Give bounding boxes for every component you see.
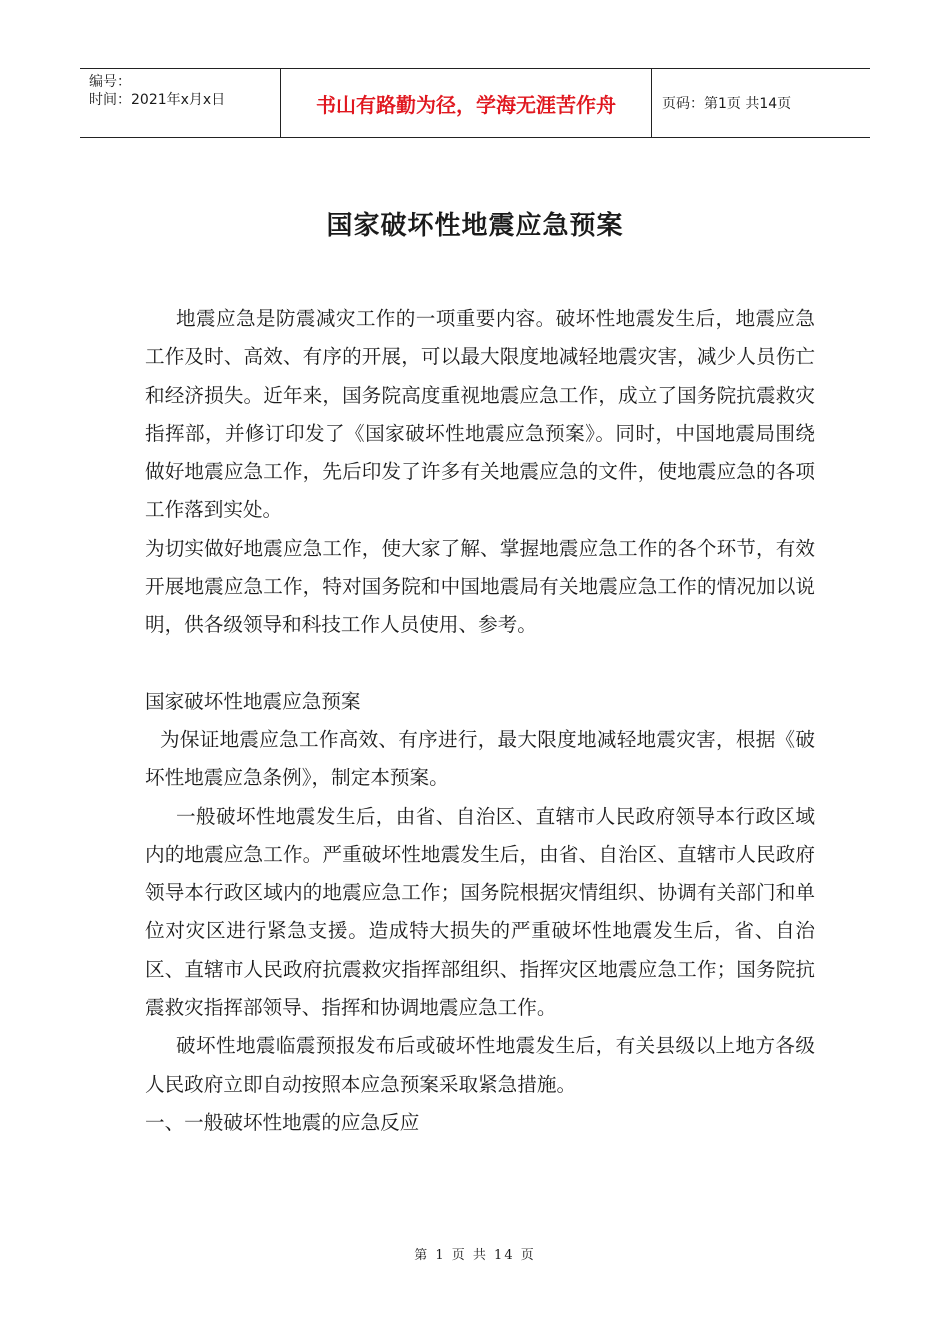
paragraph-basis: 为保证地震应急工作高效、有序进行，最大限度地减轻地震灾害，根据《破坏性地震应急条例》，制定本预案。 xyxy=(145,727,815,790)
document-body xyxy=(145,300,815,1142)
page-footer: 第 1 页 共 14 页 xyxy=(414,1248,536,1263)
section-heading: 国家破坏性地震应急预案 xyxy=(145,689,361,713)
header-page-info: 页码：第1页 共14页 xyxy=(662,96,792,112)
header-motto: 书山有路勤为径，学海无涯苦作舟 xyxy=(281,69,652,137)
document-number-label: 编号： xyxy=(89,74,131,90)
subsection-heading: 一、一般破坏性地震的应急反应 xyxy=(145,1110,420,1134)
page-header xyxy=(80,68,870,138)
paragraph-purpose: 为切实做好地震应急工作，使大家了解、掌握地震应急工作的各个环节，有效开展地震应急工作，特对国务院和中国地震局有关地震应急工作的情况加以说明，供各级领导和科技工作人员使用、参考。 xyxy=(145,536,815,637)
document-title: 国家破坏性地震应急预案 xyxy=(326,211,624,241)
paragraph-leadership: 一般破坏性地震发生后，由省、自治区、直辖市人民政府领导本行政区域内的地震应急工作。严重破坏性地震发生后，由省、自治区、直辖市人民政府领导本行政区域内的地震应急工作；国务院根据灾情组织、协调有关部门和单位对灾区进行紧急支援。造成特大损失的严重破坏性地震发生后，省、自治区、直辖市人民政府抗震救灾指挥部组织、指挥灾区地震应急工作；国务院抗震救灾指挥部领导、指挥和协调地震应急工作。 xyxy=(145,804,815,1020)
paragraph-intro: 地震应急是防震减灾工作的一项重要内容。破坏性地震发生后，地震应急工作及时、高效、有序的开展，可以最大限度地减轻地震灾害，减少人员伤亡和经济损失。近年来，国务院高度重视地震应急工作，成立了国务院抗震救灾指挥部，并修订印发了《国家破坏性地震应急预案》。同时，中国地震局围绕做好地震应急工作，先后印发了许多有关地震应急的文件，使地震应急的各项工作落到实处。 xyxy=(145,307,815,522)
paragraph-measures: 破坏性地震临震预报发布后或破坏性地震发生后，有关县级以上地方各级人民政府立即自动按照本应急预案采取紧急措施。 xyxy=(145,1034,815,1096)
document-time-label: 时间：2021年x月x日 xyxy=(89,92,226,108)
header-meta xyxy=(80,69,281,137)
